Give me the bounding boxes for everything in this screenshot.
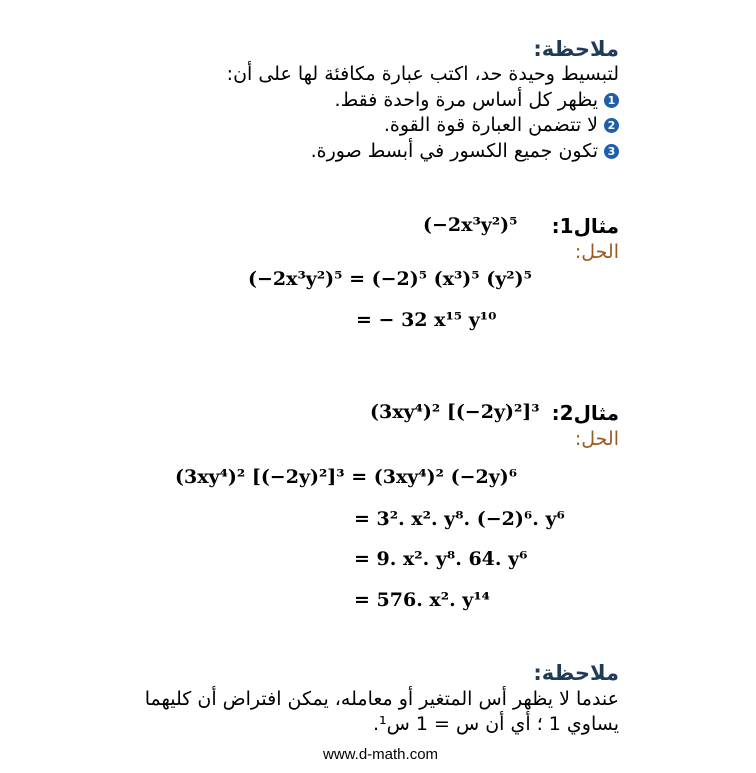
rule-text-3: تكون جميع الكسور في أبسط صورة.: [310, 140, 598, 162]
note2-line-1: عندما لا يظهر أس المتغير أو معامله، يمكن افتراض أن كليهما: [144, 688, 619, 710]
example2-label: مثال2:: [551, 401, 619, 425]
example1-label: مثال1:: [551, 214, 619, 238]
number-2-icon: 2: [604, 118, 619, 133]
example2-step-1: (3xy⁴)² [(−2y)²]³ = (3xy⁴)² (−2y)⁶: [175, 466, 518, 488]
example2-step-3: = 9. x². y⁸. 64. y⁶: [354, 548, 528, 570]
note2-line-2: يساوي 1 ؛ أي أن س = 1 س¹.: [373, 713, 619, 735]
example2-step-4: = 576. x². y¹⁴: [354, 589, 490, 611]
rule-item-1: [335, 89, 619, 111]
note-title: ملاحظة:: [533, 37, 619, 61]
example1-expression: (−2x³y²)⁵: [423, 214, 518, 236]
example1-step-2: = − 32 x¹⁵ y¹⁰: [356, 309, 497, 331]
footer-url: www.d-math.com: [323, 746, 439, 763]
example1-step-1: (−2x³y²)⁵ = (−2)⁵ (x³)⁵ (y²)⁵: [248, 268, 532, 290]
example2-step-2: = 3². x². y⁸. (−2)⁶. y⁶: [354, 508, 565, 530]
note2-title: ملاحظة:: [533, 661, 619, 685]
rule-item-3: [311, 140, 619, 162]
number-1-icon: 1: [604, 93, 619, 108]
example1-solution-label: الحل:: [574, 241, 619, 263]
example2-expression: (3xy⁴)² [(−2y)²]³: [370, 401, 540, 423]
number-3-icon: 3: [604, 144, 619, 159]
rule-item-2: [384, 114, 619, 136]
rule-text-1: يظهر كل أساس مرة واحدة فقط.: [334, 89, 598, 111]
rule-text-2: لا تتضمن العبارة قوة القوة.: [383, 114, 598, 136]
example2-solution-label: الحل:: [574, 428, 619, 450]
note-intro: لتبسيط وحيدة حد، اكتب عبارة مكافئة لها على أن:: [226, 63, 619, 85]
